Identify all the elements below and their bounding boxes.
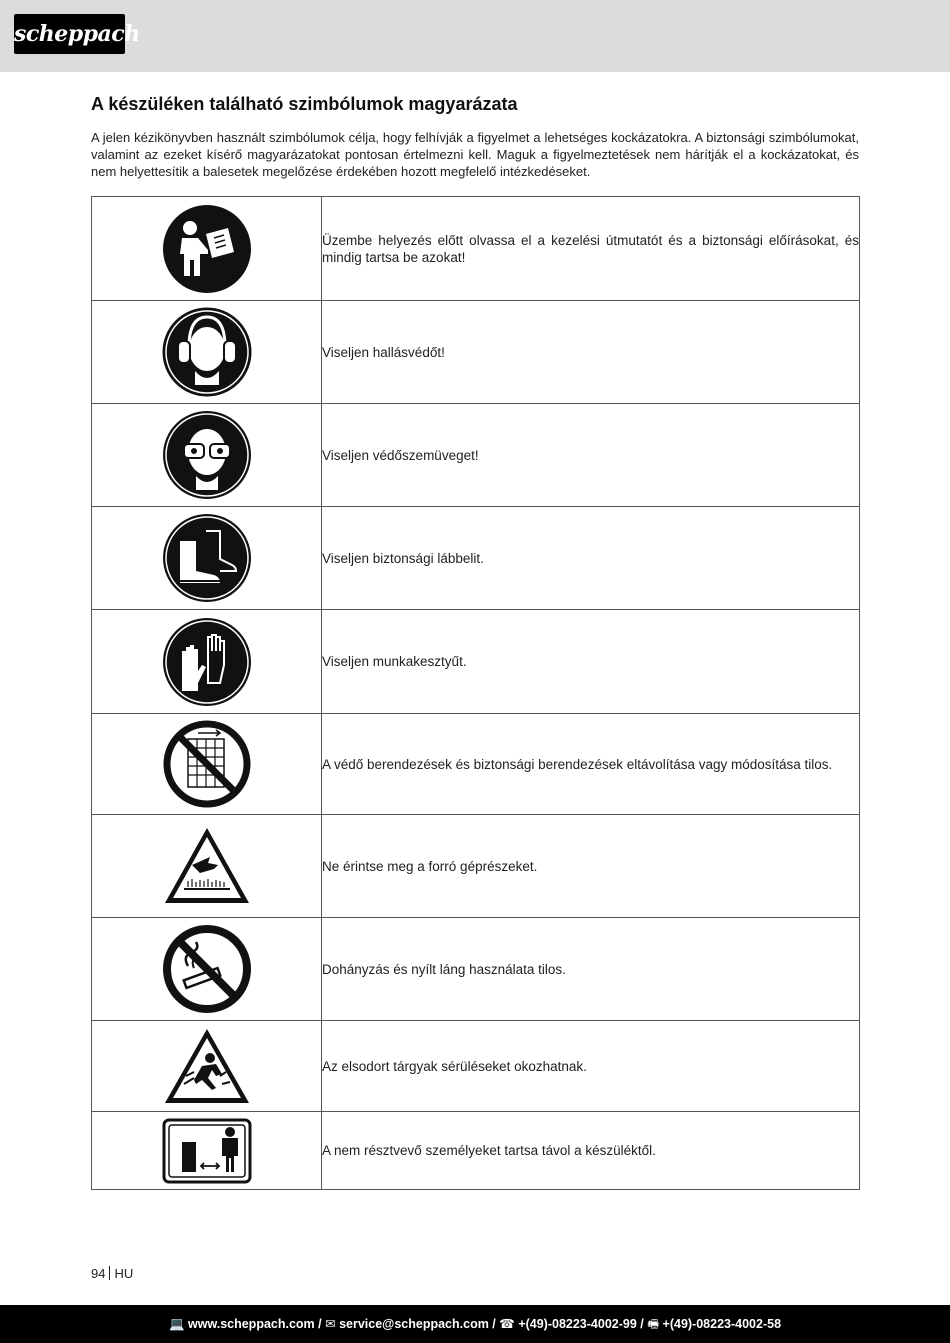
symbol-description: Dohányzás és nyílt láng használata tilos. bbox=[322, 918, 860, 1021]
symbol-cell bbox=[92, 507, 322, 610]
symbol-description: A nem résztvevő személyeket tartsa távol a készüléktől. bbox=[322, 1112, 860, 1190]
table-row bbox=[92, 1021, 860, 1112]
fax-number: +(49)-08223-4002-58 bbox=[662, 1317, 782, 1331]
table-row bbox=[92, 197, 860, 301]
contact-bar: 💻 www.scheppach.com / ✉ service@scheppach.com / ☎ +(49)-08223-4002-99 / 🖷 +(49)-08223-4002-58 bbox=[0, 1305, 950, 1343]
page-title: A készüléken található szimbólumok magyarázata bbox=[91, 94, 518, 114]
language-code: HU bbox=[114, 1266, 134, 1281]
brand-logo: scheppach bbox=[14, 14, 125, 54]
hot-surface-warning-icon bbox=[162, 825, 252, 907]
no-guard-removal-icon bbox=[162, 719, 252, 809]
computer-icon: 💻 bbox=[168, 1317, 185, 1331]
symbol-description: A védő berendezések és biztonsági berendezések eltávolítása vagy módosítása tilos. bbox=[322, 714, 860, 815]
symbol-cell bbox=[92, 815, 322, 918]
phone-icon: ☎ bbox=[499, 1317, 515, 1331]
table-row bbox=[92, 507, 860, 610]
table-row bbox=[92, 404, 860, 507]
symbol-description: Az elsodort tárgyak sérüléseket okozhatnak. bbox=[322, 1021, 860, 1112]
table-row bbox=[92, 714, 860, 815]
header-band bbox=[0, 0, 950, 72]
table-row bbox=[92, 1112, 860, 1190]
work-gloves-icon bbox=[162, 617, 252, 707]
symbol-cell bbox=[92, 1021, 322, 1112]
table-row bbox=[92, 815, 860, 918]
symbol-description: Ne érintse meg a forró géprészeket. bbox=[322, 815, 860, 918]
table-row bbox=[92, 918, 860, 1021]
symbol-cell bbox=[92, 197, 322, 301]
divider bbox=[109, 1266, 110, 1280]
no-smoking-icon bbox=[162, 924, 252, 1014]
table-row bbox=[92, 301, 860, 404]
safety-boots-icon bbox=[162, 513, 252, 603]
symbol-description: Viseljen védőszemüveget! bbox=[322, 404, 860, 507]
fax-icon: 🖷 bbox=[647, 1317, 660, 1331]
mail-icon: ✉ bbox=[325, 1317, 336, 1331]
website-link[interactable]: www.scheppach.com bbox=[188, 1317, 315, 1331]
symbol-cell bbox=[92, 301, 322, 404]
symbol-description: Viseljen munkakesztyűt. bbox=[322, 610, 860, 714]
ear-protection-icon bbox=[162, 307, 252, 397]
symbol-description: Viseljen biztonsági lábbelit. bbox=[322, 507, 860, 610]
flying-debris-warning-icon bbox=[162, 1026, 252, 1106]
symbol-cell bbox=[92, 918, 322, 1021]
page-footer bbox=[91, 1266, 133, 1281]
email-link[interactable]: service@scheppach.com bbox=[339, 1317, 489, 1331]
keep-distance-icon bbox=[162, 1118, 252, 1184]
page-number: 94 bbox=[91, 1266, 106, 1281]
safety-goggles-icon bbox=[162, 410, 252, 500]
phone-number: +(49)-08223-4002-99 bbox=[518, 1317, 637, 1331]
intro-paragraph: A jelen kézikönyvben használt szimbólumok célja, hogy felhívják a figyelmet a lehetséges kockázatokra. A biztonsági szimbólumokat, valamint az ezeket kísérő magyarázatokat pontosan értelmezni kell. Maguk a figyelmeztetések nem hárítják el a kockázatokat, és nem helyettesítik a balesetek megelőzése érdekében hozott megfelelő intézkedéseket. bbox=[91, 130, 859, 179]
symbol-cell bbox=[92, 1112, 322, 1190]
symbol-description: Viseljen hallásvédőt! bbox=[322, 301, 860, 404]
symbols-table bbox=[91, 196, 860, 1190]
table-row bbox=[92, 610, 860, 714]
read-manual-icon bbox=[162, 204, 252, 294]
symbol-cell bbox=[92, 714, 322, 815]
symbol-description: Üzembe helyezés előtt olvassa el a kezelési útmutatót és a biztonsági előírásokat, és mindig tartsa be azokat! bbox=[322, 197, 860, 301]
symbol-cell bbox=[92, 404, 322, 507]
symbol-cell bbox=[92, 610, 322, 714]
